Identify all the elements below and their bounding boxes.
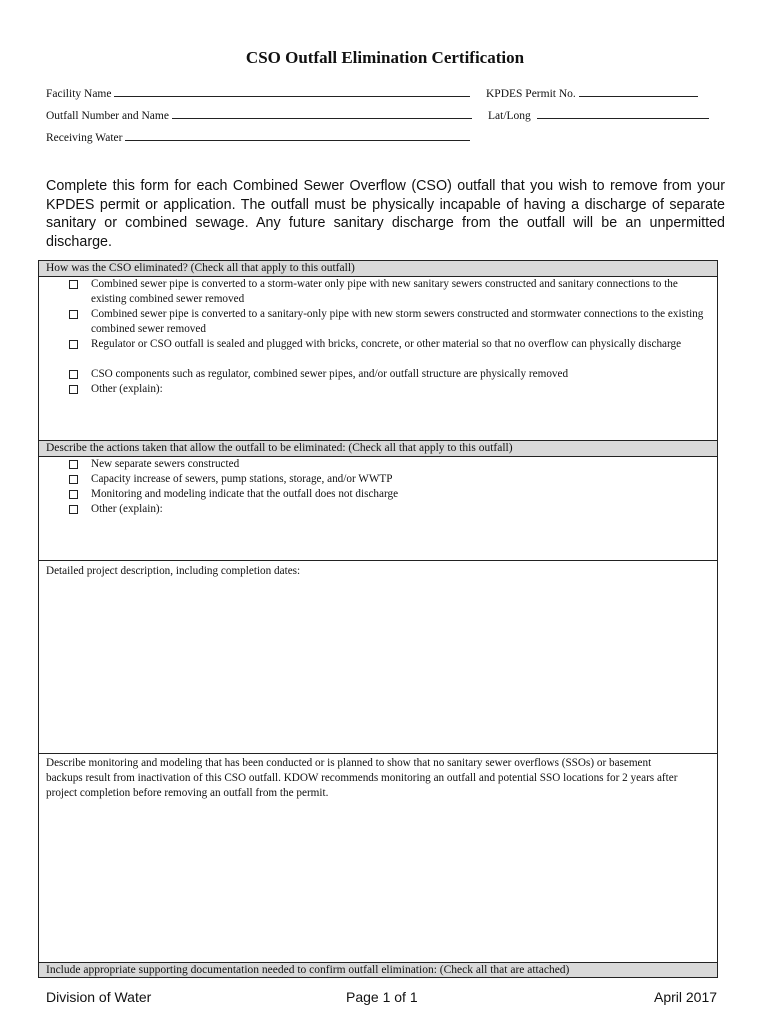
- option-capacity-increase[interactable]: [69, 472, 709, 487]
- section-supporting-documentation: [38, 962, 718, 978]
- section-monitoring-modeling[interactable]: [38, 753, 718, 963]
- option-label: Regulator or CSO outfall is sealed and plugged with bricks, concrete, or other material so that no overflow can physically discharge: [91, 338, 682, 350]
- option-sanitary-only[interactable]: [69, 307, 709, 337]
- option-other[interactable]: [69, 502, 709, 517]
- option-label: Other (explain):: [91, 383, 163, 395]
- outfall-label: Outfall Number and Name: [46, 110, 169, 122]
- latlong-field[interactable]: [537, 107, 709, 119]
- latlong-label: Lat/Long: [488, 110, 531, 122]
- kpdes-permit-row: [486, 85, 698, 100]
- option-sealed-plugged[interactable]: [69, 337, 709, 352]
- receiving-water-label: Receiving Water: [46, 132, 123, 144]
- outfall-field[interactable]: [172, 107, 472, 119]
- facility-name-field[interactable]: [114, 85, 470, 97]
- section-supporting-documentation-header: Include appropriate supporting documentation needed to confirm outfall elimination: (Check all that are attached): [39, 963, 717, 977]
- checkbox[interactable]: [69, 385, 78, 394]
- option-other[interactable]: [69, 382, 709, 397]
- facility-name-row: [46, 85, 470, 100]
- section-cso-eliminated: [38, 260, 718, 441]
- outfall-row: [46, 107, 472, 122]
- section-cso-eliminated-header: How was the CSO eliminated? (Check all that apply to this outfall): [39, 261, 717, 277]
- option-new-sewers[interactable]: [69, 457, 709, 472]
- option-label: Combined sewer pipe is converted to a storm-water only pipe with new sanitary sewers constructed and sanitary connections to the existing combined sewer removed: [91, 278, 678, 305]
- checkbox[interactable]: [69, 310, 78, 319]
- checkbox[interactable]: [69, 340, 78, 349]
- footer-page-number: Page 1 of 1: [346, 989, 418, 1005]
- option-components-removed[interactable]: [69, 367, 709, 382]
- facility-name-label: Facility Name: [46, 88, 112, 100]
- option-label: Other (explain):: [91, 503, 163, 515]
- kpdes-permit-label: KPDES Permit No.: [486, 88, 576, 100]
- kpdes-permit-field[interactable]: [579, 85, 698, 97]
- option-monitoring-modeling[interactable]: [69, 487, 709, 502]
- option-label: Monitoring and modeling indicate that the outfall does not discharge: [91, 488, 399, 500]
- intro-paragraph: Complete this form for each Combined Sewer Overflow (CSO) outfall that you wish to remove from your KPDES permit or application. The outfall must be physically incapable of having a discharge of separate sanitary or combined sewage. Any future sanitary discharge from the outfall will be an unpermitted discharge.: [46, 178, 725, 250]
- checkbox[interactable]: [69, 370, 78, 379]
- section-actions-taken-header: Describe the actions taken that allow the outfall to be eliminated: (Check all that apply to this outfall): [39, 441, 717, 457]
- section-project-description[interactable]: [38, 560, 718, 754]
- checkbox[interactable]: [69, 460, 78, 469]
- receiving-water-row: [46, 129, 470, 144]
- option-label: New separate sewers constructed: [91, 458, 240, 470]
- option-label: Combined sewer pipe is converted to a sanitary-only pipe with new storm sewers constructed and stormwater connections to the existing combined sewer removed: [91, 308, 704, 335]
- project-description-label: Detailed project description, including completion dates:: [46, 565, 301, 577]
- option-label: CSO components such as regulator, combined sewer pipes, and/or outfall structure are physically removed: [91, 368, 569, 380]
- latlong-row: [488, 107, 709, 122]
- footer-division: Division of Water: [46, 989, 152, 1005]
- option-storm-only[interactable]: [69, 277, 709, 307]
- checkbox[interactable]: [69, 505, 78, 514]
- footer-date: April 2017: [654, 989, 718, 1005]
- form-title: CSO Outfall Elimination Certification: [245, 48, 525, 67]
- receiving-water-field[interactable]: [125, 129, 470, 141]
- section-actions-taken: [38, 440, 718, 561]
- option-label: Capacity increase of sewers, pump stations, storage, and/or WWTP: [91, 473, 393, 485]
- monitoring-modeling-label: Describe monitoring and modeling that has been conducted or is planned to show that no sanitary sewer overflows (SSOs) or basement backups result from inactivation of this CSO outfall. KDOW recommends monitoring an outfall and potential SSO locations for 2 years after project completion before removing an outfall from the permit.: [46, 757, 678, 799]
- checkbox[interactable]: [69, 490, 78, 499]
- checkbox[interactable]: [69, 475, 78, 484]
- checkbox[interactable]: [69, 280, 78, 289]
